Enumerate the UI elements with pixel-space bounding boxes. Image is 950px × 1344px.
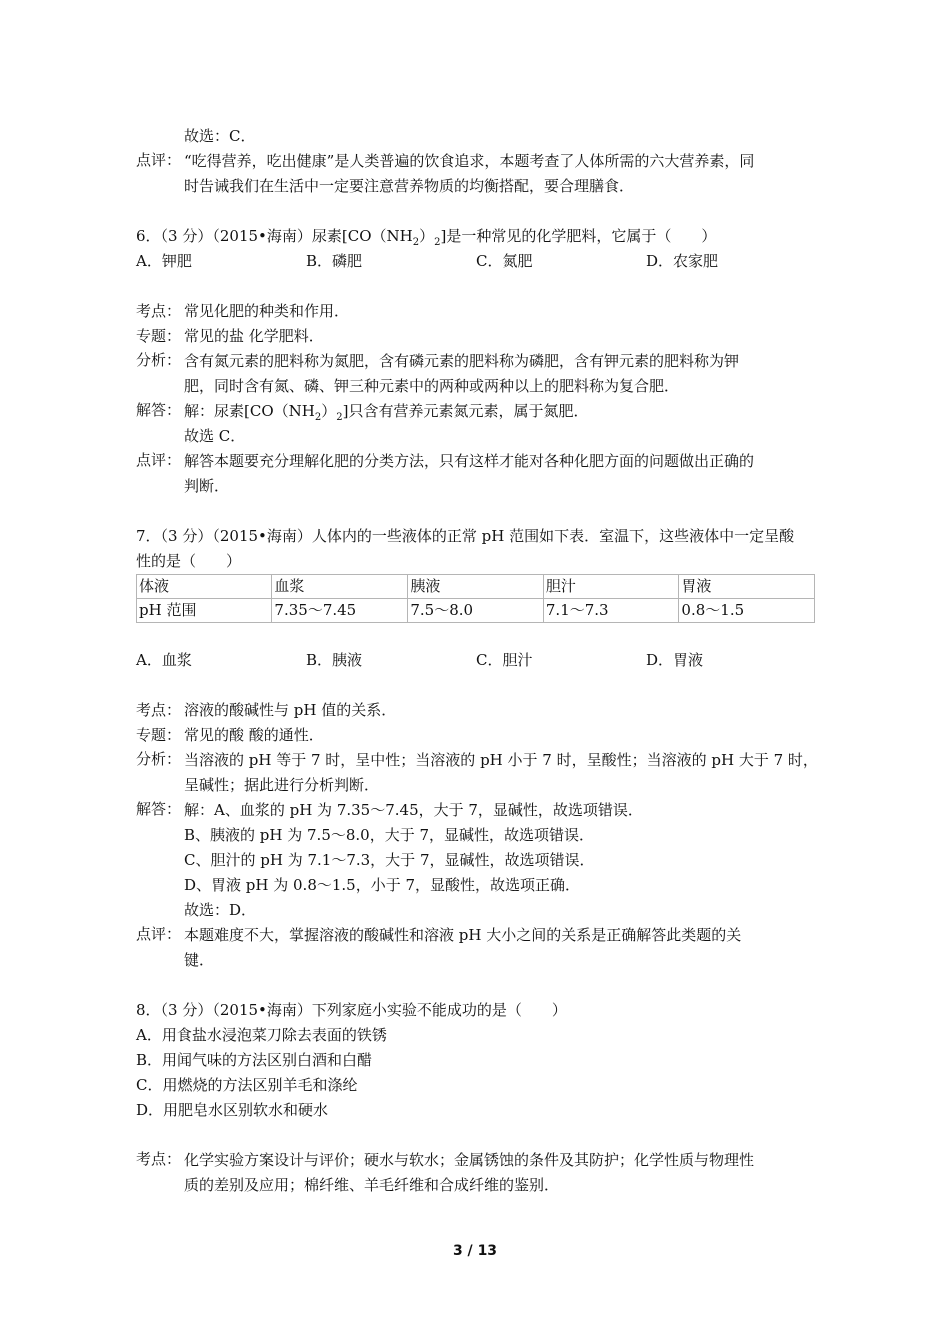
table-cell: 体液 — [137, 575, 272, 599]
table-cell: 0.8～1.5 — [679, 599, 815, 623]
q6-options — [136, 249, 816, 274]
table-row — [137, 575, 815, 599]
q6-stem: 6．（3 分）（2015•海南）尿素$[CO(NH_2)_2]$是一种常见的化学肥料，它属于（ ） — [136, 227, 717, 248]
prev-comment-line: “吃得营养，吃出健康”是人类普遍的饮食追求，本题考查了人体所需的六大营养素，同 — [184, 152, 755, 170]
q8-option: C．用燃烧的方法区别羊毛和涤纶 — [136, 1076, 358, 1094]
q7-dianping: 点评： 本题难度不大，掌握溶液的酸碱性和溶液 pH 大小之间的关系是正确解答此类题的关 键． — [136, 925, 742, 969]
page-content — [136, 124, 816, 1198]
q6-option: B．磷肥 — [306, 252, 363, 270]
q6-jieda: 解答： 解：尿素$[CO(NH_2)_2]$只含有营养元素氮元素，属于氮肥． 故选 C． — [136, 401, 589, 445]
prev-answer: 故选：C． — [184, 127, 256, 145]
q8-kaodian: 考点： 化学实验方案设计与评价；硬水与软水；金属锈蚀的条件及其防护；化学性质与物理性 质的差别及应用；棉纤维、羊毛纤维和合成纤维的鉴别． — [136, 1150, 755, 1194]
q6-option: C．氮肥 — [476, 252, 533, 270]
page-number: 3 / 13 — [452, 1243, 498, 1259]
q8-stem: 8．（3 分）（2015•海南）下列家庭小实验不能成功的是（ ） — [136, 1001, 567, 1019]
table-cell: 7.5～8.0 — [408, 599, 544, 623]
prev-comment-label: 点评： — [136, 151, 182, 169]
q7-option: A．血浆 — [136, 651, 192, 669]
ph-table — [136, 574, 815, 623]
prev-comment — [136, 149, 816, 199]
q7-stem: 7．（3 分）（2015•海南）人体内的一些液体的正常 pH 范围如下表．室温下，这些液体中一定呈酸 — [136, 527, 795, 545]
table-cell: 胃液 — [679, 575, 815, 599]
q6-fenxi: 分析： 含有氮元素的肥料称为氮肥，含有磷元素的肥料称为磷肥，含有钾元素的肥料称为钾 肥，同时含有氮、磷、钾三种元素中的两种或两种以上的肥料称为复合肥． — [136, 351, 740, 395]
q7-kaodian: 考点： 溶液的酸碱性与 pH 值的关系． — [136, 701, 397, 719]
q6-kaodian: 考点： 常见化肥的种类和作用． — [136, 302, 350, 320]
q7-fenxi: 分析： 当溶液的 pH 等于 7 时，呈中性；当溶液的 pH 小于 7 时，呈酸性；当溶液的 pH 大于 7 时， 呈碱性；据此进行分析判断． — [136, 750, 818, 794]
q7-option: B．胰液 — [306, 651, 363, 669]
table-cell: pH 范围 — [137, 599, 272, 623]
q7-options — [136, 648, 816, 673]
q7-jieda: 解答： 解：A、血浆的 pH 为 7.35～7.45，大于 7，显碱性，故选项错误． B、胰液的 pH 为 7.5～8.0，大于 7，显碱性，故选项错误． C、胆汁的 pH 为 7.1～7.3，大于 7，显碱性，故选项错误． D、胃液 pH 为 0.8～1.5，小于 7，显酸性，故选项正确． 故选：D． — [136, 800, 643, 919]
table-cell: 胆汁 — [543, 575, 679, 599]
table-row — [137, 599, 815, 623]
q7-stem: 性的是（ ） — [136, 552, 242, 570]
q6-option: A．钾肥 — [136, 252, 192, 270]
q6-option: D．农家肥 — [646, 252, 719, 270]
q6-zhuanti: 专题： 常见的盐 化学肥料． — [136, 327, 324, 345]
q8-option: A．用食盐水浸泡菜刀除去表面的铁锈 — [136, 1026, 387, 1044]
q6-dianping: 点评： 解答本题要充分理解化肥的分类方法，只有这样才能对各种化肥方面的问题做出正确的 判断． — [136, 451, 755, 495]
q8-option: B．用闻气味的方法区别白酒和白醋 — [136, 1051, 373, 1069]
table-cell: 胰液 — [408, 575, 544, 599]
q7-option: D．胃液 — [646, 651, 704, 669]
table-cell: 7.1～7.3 — [543, 599, 679, 623]
q7-option: C．胆汁 — [476, 651, 533, 669]
table-cell: 7.35～7.45 — [272, 599, 408, 623]
table-cell: 血浆 — [272, 575, 408, 599]
prev-comment-line: 时告诫我们在生活中一定要注意营养物质的均衡搭配，要合理膳食． — [184, 177, 635, 195]
q7-zhuanti: 专题： 常见的酸 酸的通性． — [136, 726, 324, 744]
q8-option: D．用肥皂水区别软水和硬水 — [136, 1101, 329, 1119]
